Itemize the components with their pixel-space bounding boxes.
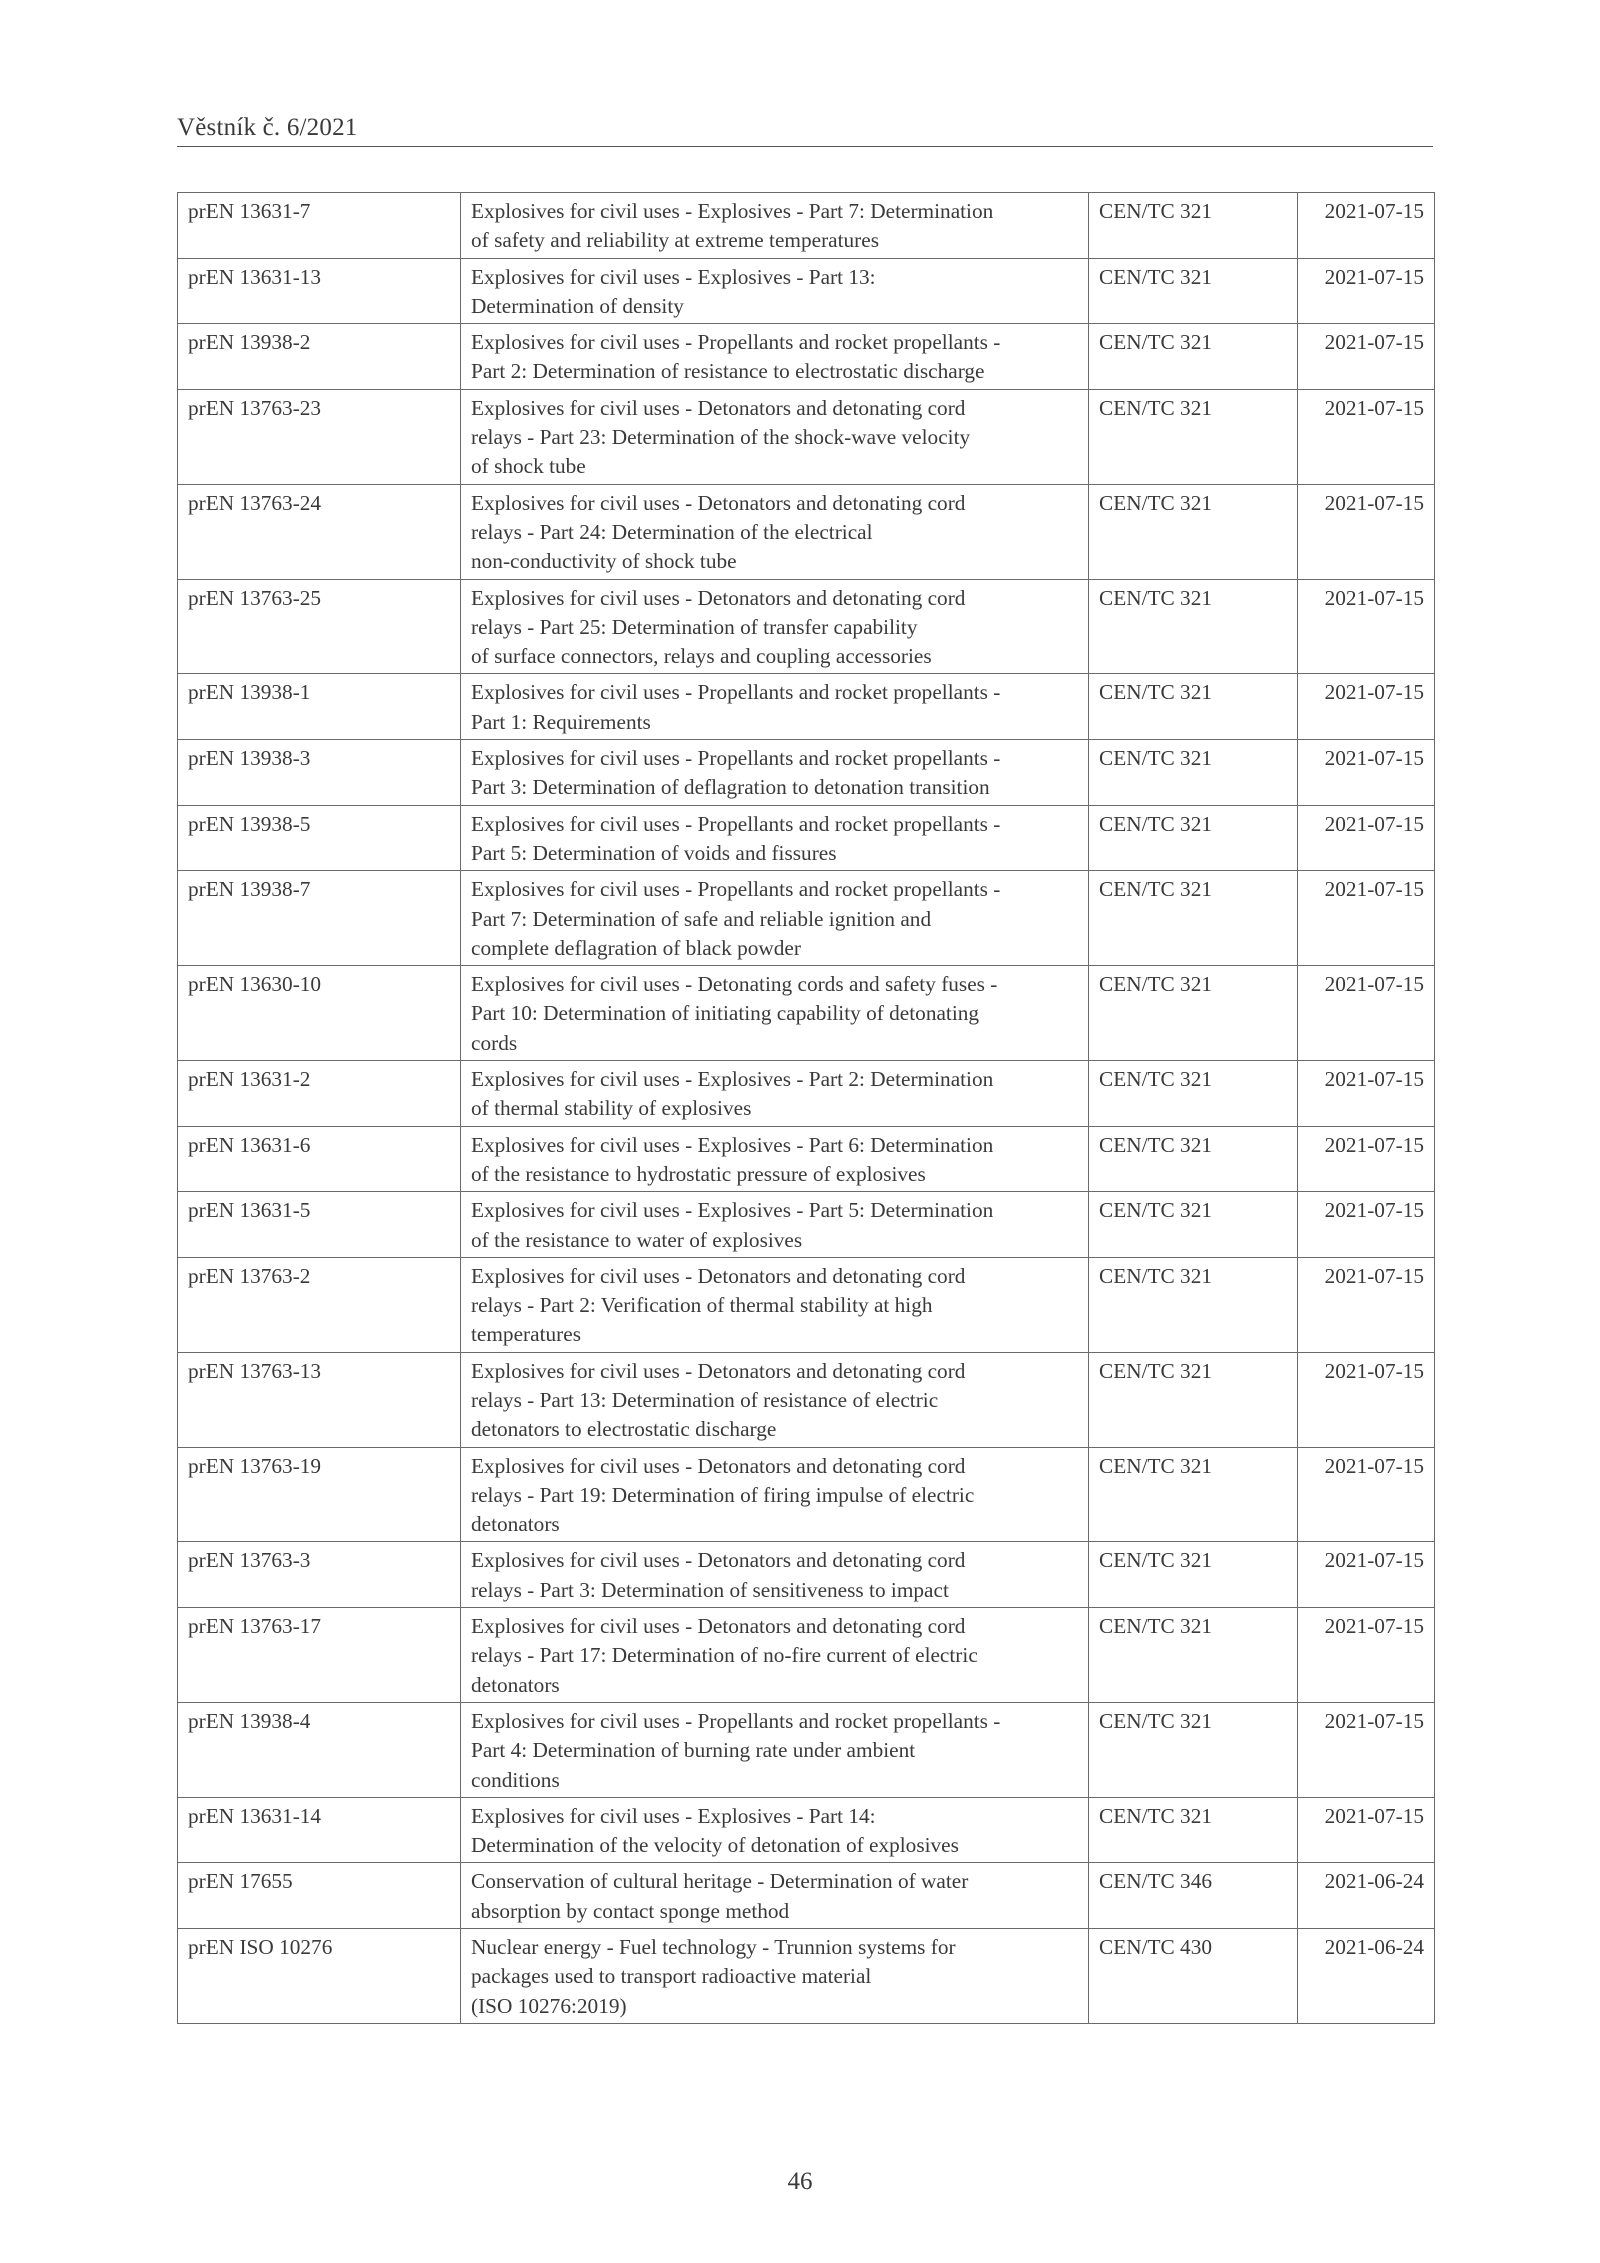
standard-title-line: temperatures xyxy=(471,1322,581,1347)
standard-title-line: packages used to transport radioactive material xyxy=(471,1964,872,1989)
comment-deadline-date: 2021-07-15 xyxy=(1298,740,1435,806)
standard-title-line: Explosives for civil uses - Propellants and rocket propellants - xyxy=(471,1708,1001,1733)
standard-title-line: Explosives for civil uses - Explosives - Part 2: Determination xyxy=(471,1067,994,1092)
comment-deadline-date: 2021-07-15 xyxy=(1298,579,1435,674)
standard-title xyxy=(461,1447,1089,1542)
standard-code: prEN 13763-17 xyxy=(178,1608,461,1703)
technical-committee: CEN/TC 321 xyxy=(1089,1797,1298,1863)
technical-committee: CEN/TC 321 xyxy=(1089,674,1298,740)
comment-deadline-date: 2021-06-24 xyxy=(1298,1929,1435,2024)
standard-code: prEN 13631-7 xyxy=(178,193,461,259)
standard-title xyxy=(461,740,1089,806)
page-header xyxy=(177,112,1433,147)
standard-code: prEN 13631-6 xyxy=(178,1126,461,1192)
standard-title-line: Explosives for civil uses - Detonators and detonating cord xyxy=(471,1453,966,1478)
standard-code: prEN ISO 10276 xyxy=(178,1929,461,2024)
standard-title xyxy=(461,1929,1089,2024)
comment-deadline-date: 2021-07-15 xyxy=(1298,484,1435,579)
standard-title-line: of safety and reliability at extreme temperatures xyxy=(471,228,880,253)
standard-code: prEN 13763-3 xyxy=(178,1542,461,1608)
standard-code: prEN 13631-14 xyxy=(178,1797,461,1863)
standard-title-line: non-conductivity of shock tube xyxy=(471,549,737,574)
table-row xyxy=(178,324,1435,390)
standard-title-line: Conservation of cultural heritage - Determination of water xyxy=(471,1869,969,1894)
standard-title xyxy=(461,674,1089,740)
standard-title-line: Nuclear energy - Fuel technology - Trunnion systems for xyxy=(471,1935,956,1960)
technical-committee: CEN/TC 321 xyxy=(1089,1126,1298,1192)
comment-deadline-date: 2021-07-15 xyxy=(1298,1542,1435,1608)
standard-code: prEN 13938-5 xyxy=(178,805,461,871)
technical-committee: CEN/TC 321 xyxy=(1089,579,1298,674)
comment-deadline-date: 2021-07-15 xyxy=(1298,1061,1435,1127)
technical-committee: CEN/TC 321 xyxy=(1089,389,1298,484)
technical-committee: CEN/TC 321 xyxy=(1089,1447,1298,1542)
page-number: 46 xyxy=(787,2168,813,2195)
technical-committee: CEN/TC 321 xyxy=(1089,1061,1298,1127)
standard-code: prEN 13763-24 xyxy=(178,484,461,579)
standard-title xyxy=(461,1608,1089,1703)
table-row xyxy=(178,1863,1435,1929)
standard-code: prEN 13763-13 xyxy=(178,1352,461,1447)
standard-title-line: of the resistance to hydrostatic pressure of explosives xyxy=(471,1161,926,1186)
standard-title-line: Explosives for civil uses - Explosives - Part 13: xyxy=(471,264,876,289)
technical-committee: CEN/TC 321 xyxy=(1089,258,1298,324)
standard-code: prEN 13763-23 xyxy=(178,389,461,484)
standard-title-line: Part 3: Determination of deflagration to detonation transition xyxy=(471,775,990,800)
standard-title-line: of surface connectors, relays and coupling accessories xyxy=(471,644,932,669)
technical-committee: CEN/TC 321 xyxy=(1089,966,1298,1061)
standard-title-line: Determination of the velocity of detonation of explosives xyxy=(471,1833,959,1858)
standard-code: prEN 13763-19 xyxy=(178,1447,461,1542)
technical-committee: CEN/TC 321 xyxy=(1089,1702,1298,1797)
standard-title xyxy=(461,389,1089,484)
standard-title-line: detonators to electrostatic discharge xyxy=(471,1417,777,1442)
standard-title-line: relays - Part 23: Determination of the shock-wave velocity xyxy=(471,425,971,450)
standard-title-line: conditions xyxy=(471,1767,560,1792)
table-row xyxy=(178,871,1435,966)
table-row xyxy=(178,1447,1435,1542)
standard-title-line: Explosives for civil uses - Detonators and detonating cord xyxy=(471,585,966,610)
table-row xyxy=(178,193,1435,259)
standard-title xyxy=(461,484,1089,579)
standard-code: prEN 13763-25 xyxy=(178,579,461,674)
standard-title xyxy=(461,1702,1089,1797)
comment-deadline-date: 2021-07-15 xyxy=(1298,966,1435,1061)
comment-deadline-date: 2021-07-15 xyxy=(1298,324,1435,390)
standard-title-line: Determination of density xyxy=(471,293,684,318)
technical-committee: CEN/TC 321 xyxy=(1089,740,1298,806)
table-row xyxy=(178,1192,1435,1258)
technical-committee: CEN/TC 430 xyxy=(1089,1929,1298,2024)
standard-code: prEN 13938-2 xyxy=(178,324,461,390)
standard-title-line: Explosives for civil uses - Propellants and rocket propellants - xyxy=(471,746,1001,771)
standard-code: prEN 13938-4 xyxy=(178,1702,461,1797)
table-row xyxy=(178,674,1435,740)
technical-committee: CEN/TC 346 xyxy=(1089,1863,1298,1929)
comment-deadline-date: 2021-07-15 xyxy=(1298,1608,1435,1703)
standard-title-line: cords xyxy=(471,1030,518,1055)
comment-deadline-date: 2021-07-15 xyxy=(1298,674,1435,740)
standard-title-line: Part 10: Determination of initiating capability of detonating xyxy=(471,1001,980,1026)
standard-title-line: relays - Part 24: Determination of the electrical xyxy=(471,519,873,544)
comment-deadline-date: 2021-06-24 xyxy=(1298,1863,1435,1929)
standard-title-line: (ISO 10276:2019) xyxy=(471,1993,627,2018)
comment-deadline-date: 2021-07-15 xyxy=(1298,193,1435,259)
standard-code: prEN 13938-7 xyxy=(178,871,461,966)
standard-title-line: Part 2: Determination of resistance to electrostatic discharge xyxy=(471,359,985,384)
standard-title-line: Explosives for civil uses - Explosives - Part 14: xyxy=(471,1803,876,1828)
standard-title xyxy=(461,1061,1089,1127)
table-row xyxy=(178,1797,1435,1863)
table-row xyxy=(178,805,1435,871)
standard-title xyxy=(461,258,1089,324)
standard-title-line: Explosives for civil uses - Detonating cords and safety fuses - xyxy=(471,972,998,997)
table-row xyxy=(178,740,1435,806)
technical-committee: CEN/TC 321 xyxy=(1089,805,1298,871)
standard-title-line: Explosives for civil uses - Propellants and rocket propellants - xyxy=(471,330,1001,355)
standard-code: prEN 13631-2 xyxy=(178,1061,461,1127)
standard-title xyxy=(461,1352,1089,1447)
standard-title-line: Part 4: Determination of burning rate under ambient xyxy=(471,1738,916,1763)
standard-title-line: relays - Part 17: Determination of no-fire current of electric xyxy=(471,1643,978,1668)
table-row xyxy=(178,1061,1435,1127)
comment-deadline-date: 2021-07-15 xyxy=(1298,1797,1435,1863)
standard-title xyxy=(461,579,1089,674)
standard-title-line: relays - Part 2: Verification of thermal stability at high xyxy=(471,1293,933,1318)
standard-title xyxy=(461,1192,1089,1258)
technical-committee: CEN/TC 321 xyxy=(1089,193,1298,259)
journal-title: Věstník č. 6/2021 xyxy=(177,114,358,141)
standard-title-line: Explosives for civil uses - Propellants and rocket propellants - xyxy=(471,877,1001,902)
comment-deadline-date: 2021-07-15 xyxy=(1298,1126,1435,1192)
comment-deadline-date: 2021-07-15 xyxy=(1298,258,1435,324)
technical-committee: CEN/TC 321 xyxy=(1089,1257,1298,1352)
comment-deadline-date: 2021-07-15 xyxy=(1298,805,1435,871)
comment-deadline-date: 2021-07-15 xyxy=(1298,1447,1435,1542)
technical-committee: CEN/TC 321 xyxy=(1089,324,1298,390)
standard-title-line: Part 1: Requirements xyxy=(471,709,651,734)
standard-title-line: complete deflagration of black powder xyxy=(471,935,801,960)
table-row xyxy=(178,1542,1435,1608)
standard-title-line: relays - Part 3: Determination of sensitiveness to impact xyxy=(471,1577,949,1602)
standard-title xyxy=(461,1863,1089,1929)
standard-title xyxy=(461,871,1089,966)
table-row xyxy=(178,966,1435,1061)
comment-deadline-date: 2021-07-15 xyxy=(1298,1192,1435,1258)
standards-table xyxy=(177,192,1435,2024)
standard-title-line: detonators xyxy=(471,1672,560,1697)
standard-title xyxy=(461,805,1089,871)
technical-committee: CEN/TC 321 xyxy=(1089,484,1298,579)
standard-title-line: Explosives for civil uses - Propellants and rocket propellants - xyxy=(471,680,1001,705)
comment-deadline-date: 2021-07-15 xyxy=(1298,1257,1435,1352)
standard-code: prEN 17655 xyxy=(178,1863,461,1929)
comment-deadline-date: 2021-07-15 xyxy=(1298,389,1435,484)
standards-table-body xyxy=(178,193,1435,2024)
standard-title-line: Explosives for civil uses - Detonators and detonating cord xyxy=(471,1263,966,1288)
technical-committee: CEN/TC 321 xyxy=(1089,1542,1298,1608)
table-row xyxy=(178,1257,1435,1352)
table-row xyxy=(178,1929,1435,2024)
standard-title-line: Explosives for civil uses - Detonators and detonating cord xyxy=(471,490,966,515)
standard-code: prEN 13938-1 xyxy=(178,674,461,740)
standard-title xyxy=(461,1126,1089,1192)
standard-title-line: of the resistance to water of explosives xyxy=(471,1227,803,1252)
table-row xyxy=(178,389,1435,484)
standard-title-line: of thermal stability of explosives xyxy=(471,1096,752,1121)
standard-code: prEN 13631-13 xyxy=(178,258,461,324)
standard-title-line: relays - Part 25: Determination of transfer capability xyxy=(471,614,918,639)
technical-committee: CEN/TC 321 xyxy=(1089,1192,1298,1258)
table-row xyxy=(178,1702,1435,1797)
table-row xyxy=(178,484,1435,579)
table-row xyxy=(178,1608,1435,1703)
standard-code: prEN 13631-5 xyxy=(178,1192,461,1258)
standard-title xyxy=(461,966,1089,1061)
standard-title-line: relays - Part 13: Determination of resistance of electric xyxy=(471,1387,939,1412)
comment-deadline-date: 2021-07-15 xyxy=(1298,1702,1435,1797)
standard-title-line: Explosives for civil uses - Detonators and detonating cord xyxy=(471,395,966,420)
table-row xyxy=(178,579,1435,674)
technical-committee: CEN/TC 321 xyxy=(1089,1352,1298,1447)
standard-title-line: Explosives for civil uses - Detonators and detonating cord xyxy=(471,1614,966,1639)
standard-code: prEN 13763-2 xyxy=(178,1257,461,1352)
comment-deadline-date: 2021-07-15 xyxy=(1298,871,1435,966)
comment-deadline-date: 2021-07-15 xyxy=(1298,1352,1435,1447)
standard-title-line: Explosives for civil uses - Explosives - Part 7: Determination xyxy=(471,199,994,223)
standard-title-line: Explosives for civil uses - Detonators and detonating cord xyxy=(471,1358,966,1383)
technical-committee: CEN/TC 321 xyxy=(1089,871,1298,966)
standard-title-line: Part 5: Determination of voids and fissures xyxy=(471,840,837,865)
standard-title xyxy=(461,324,1089,390)
standard-title-line: detonators xyxy=(471,1512,560,1537)
standard-title xyxy=(461,193,1089,259)
standard-title-line: Explosives for civil uses - Explosives - Part 6: Determination xyxy=(471,1132,994,1157)
standard-title-line: Part 7: Determination of safe and reliable ignition and xyxy=(471,906,932,931)
standard-title-line: Explosives for civil uses - Detonators and detonating cord xyxy=(471,1548,966,1573)
table-row xyxy=(178,1126,1435,1192)
standard-code: prEN 13938-3 xyxy=(178,740,461,806)
table-row xyxy=(178,258,1435,324)
standard-title-line: of shock tube xyxy=(471,454,586,479)
table-row xyxy=(178,1352,1435,1447)
standard-title-line: relays - Part 19: Determination of firing impulse of electric xyxy=(471,1482,975,1507)
standard-title-line: absorption by contact sponge method xyxy=(471,1898,790,1923)
standard-title xyxy=(461,1257,1089,1352)
standard-title-line: Explosives for civil uses - Propellants and rocket propellants - xyxy=(471,811,1001,836)
standard-title xyxy=(461,1797,1089,1863)
technical-committee: CEN/TC 321 xyxy=(1089,1608,1298,1703)
standard-title-line: Explosives for civil uses - Explosives - Part 5: Determination xyxy=(471,1198,994,1223)
standard-code: prEN 13630-10 xyxy=(178,966,461,1061)
standard-title xyxy=(461,1542,1089,1608)
